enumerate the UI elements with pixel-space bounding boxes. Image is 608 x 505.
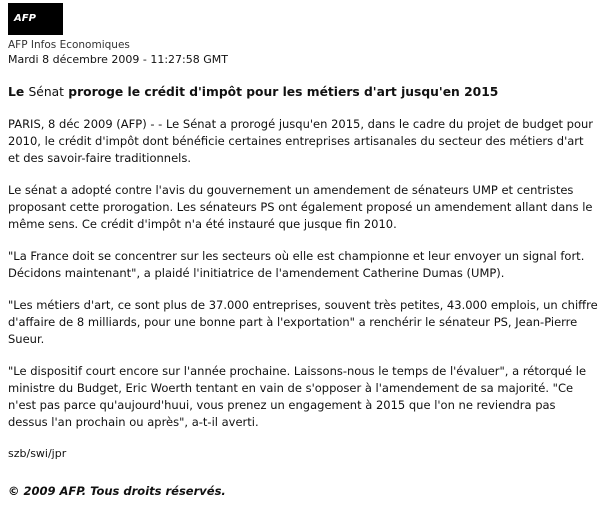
logo-text: AFP [14, 13, 36, 24]
article-headline [8, 84, 598, 100]
author-tag: szb/swi/jpr [8, 447, 67, 460]
paragraph-4: "Les métiers d'art, ce sont plus de 37.000 entreprises, souvent très petites, 43.000 emplois, un chiffre d'affaire de 8 milliards, pour une bonne part à l'exportation" a renchérir le sénateur PS, Jean-Pierre Sueur. [8, 298, 598, 346]
afp-logo [8, 3, 63, 35]
article-source: AFP Infos Economiques [8, 39, 130, 51]
paragraph-3: "La France doit se concentrer sur les secteurs où elle est championne et leur envoyer un signal fort. Décidons maintenant", a plaidé l'initiatrice de l'amendement Catherine Dumas (UMP). [8, 249, 585, 280]
paragraph-5: "Le dispositif court encore sur l'année prochaine. Laissons-nous le temps de l'évaluer", a rétorqué le ministre du Budget, Eric Woerth tentant en vain de s'opposer à l'amendement de sa majorité. "Ce n'est pas parce qu'aujourd'huui, vous prenez un engagement à 2015 que l'on ne reviendra pas dessus l'an prochain ou après", a-t-il averti. [8, 364, 587, 429]
headline-rest: proroge le crédit d'impôt pour les métiers d'art jusqu'en 2015 [68, 85, 499, 99]
copyright-notice: © 2009 AFP. Tous droits réservés. [8, 484, 226, 498]
article-date: Mardi 8 décembre 2009 - 11:27:58 GMT [8, 53, 228, 66]
paragraph-1: PARIS, 8 déc 2009 (AFP) - - Le Sénat a prorogé jusqu'en 2015, dans le cadre du projet de budget pour 2010, le crédit d'impôt dont bénéficie certaines entreprises artisanales du secteur des métiers d'art et des savoir-faire traditionnels. [8, 117, 594, 165]
headline-senat: Sénat [28, 85, 64, 99]
headline-lead: Le [8, 85, 25, 99]
paragraph-2: Le sénat a adopté contre l'avis du gouvernement un amendement de sénateurs UMP et centristes proposant cette prorogation. Les sénateurs PS ont également proposé un amendement allant dans le même sens. Ce crédit d'impôt n'a été instauré que jusque fin 2010. [8, 183, 593, 231]
